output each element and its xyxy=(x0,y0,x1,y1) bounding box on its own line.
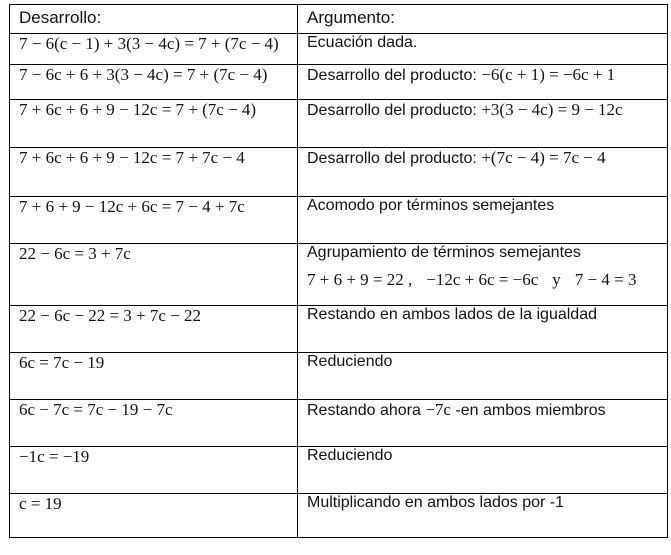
argument-cell xyxy=(298,244,668,306)
table-row xyxy=(10,306,668,353)
equation-cell: 7 − 6(c − 1) + 3(3 − 4c) = 7 + (7c − 4) xyxy=(10,34,298,65)
argument-text: Reduciendo xyxy=(307,447,393,464)
table-row xyxy=(10,65,668,100)
argument-cell xyxy=(298,148,668,197)
equation-cell: −1c = −19 xyxy=(10,447,298,494)
equation-cell: 6c − 7c = 7c − 19 − 7c xyxy=(10,400,298,447)
equation-cell: 7 + 6c + 6 + 9 − 12c = 7 + 7c − 4 xyxy=(10,148,298,197)
argument-text: Restando en ambos lados de la igualdad xyxy=(307,306,597,323)
math-term: −12c + 6c = −6c xyxy=(426,270,539,289)
conjunction: y xyxy=(552,270,561,289)
argument-math-line xyxy=(307,270,658,290)
table-row xyxy=(10,494,668,538)
table-row xyxy=(10,197,668,244)
derivation-table xyxy=(9,4,668,538)
argument-text: Desarrollo del producto: xyxy=(307,102,477,119)
argument-math: −6(c + 1) = −6c + 1 xyxy=(481,65,616,84)
argument-cell xyxy=(298,65,668,100)
argument-math: −7c xyxy=(425,400,451,419)
argument-text: Desarrollo del producto: xyxy=(307,67,477,84)
argument-text: Ecuación dada. xyxy=(307,34,418,51)
header-desarrollo: Desarrollo: xyxy=(10,5,298,34)
equation-cell: 7 + 6 + 9 − 12c + 6c = 7 − 4 + 7c xyxy=(10,197,298,244)
header-row xyxy=(10,5,668,34)
table-row xyxy=(10,148,668,197)
table-row xyxy=(10,447,668,494)
equation-cell: 22 − 6c = 3 + 7c xyxy=(10,244,298,306)
argument-cell xyxy=(298,100,668,148)
argument-text: -en ambos miembros xyxy=(455,402,606,419)
argument-text: Restando ahora xyxy=(307,402,421,419)
argument-math: +3(3 − 4c) = 9 − 12c xyxy=(481,100,623,119)
argument-math: +(7c − 4) = 7c − 4 xyxy=(481,148,606,167)
argument-text: Agrupamiento de términos semejantes xyxy=(307,244,581,261)
argument-cell xyxy=(298,353,668,400)
table-row xyxy=(10,100,668,148)
argument-cell xyxy=(298,34,668,65)
argument-cell xyxy=(298,494,668,538)
argument-text: Acomodo por términos semejantes xyxy=(307,197,555,214)
argument-cell xyxy=(298,400,668,447)
math-term: 7 − 4 = 3 xyxy=(574,270,637,289)
table-row xyxy=(10,34,668,65)
argument-text: Reduciendo xyxy=(307,353,393,370)
argument-cell xyxy=(298,197,668,244)
equation-cell: 7 + 6c + 6 + 9 − 12c = 7 + (7c − 4) xyxy=(10,100,298,148)
table-row xyxy=(10,244,668,306)
argument-cell xyxy=(298,306,668,353)
equation-cell: 7 − 6c + 6 + 3(3 − 4c) = 7 + (7c − 4) xyxy=(10,65,298,100)
argument-text: Desarrollo del producto: xyxy=(307,150,477,167)
header-argumento: Argumento: xyxy=(298,5,668,34)
equation-cell: c = 19 xyxy=(10,494,298,538)
argument-text: Multiplicando en ambos lados por -1 xyxy=(307,494,565,511)
equation-cell: 6c = 7c − 19 xyxy=(10,353,298,400)
table-row xyxy=(10,353,668,400)
argument-cell xyxy=(298,447,668,494)
math-term: 7 + 6 + 9 = 22 , xyxy=(307,270,413,289)
equation-cell: 22 − 6c − 22 = 3 + 7c − 22 xyxy=(10,306,298,353)
table-row xyxy=(10,400,668,447)
